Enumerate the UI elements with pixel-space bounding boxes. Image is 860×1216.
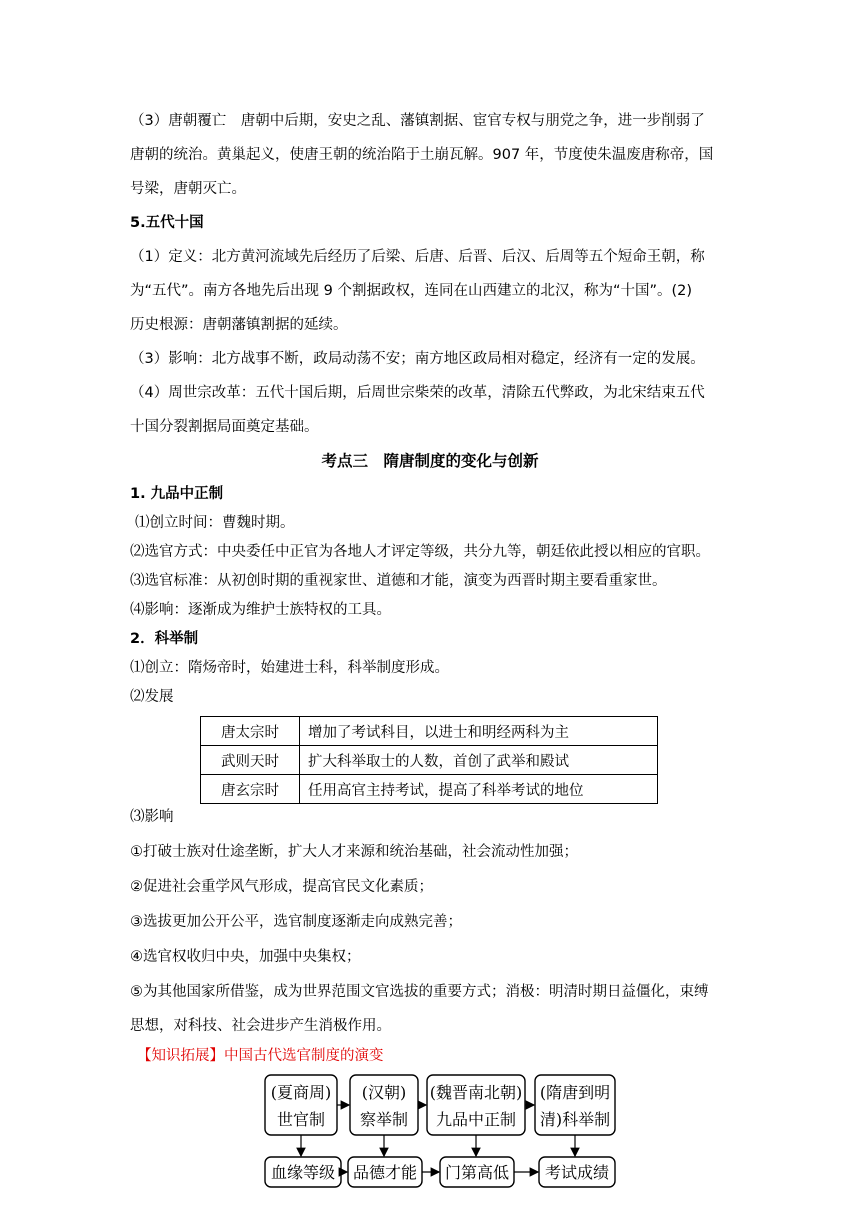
flow-box-keju xyxy=(535,1075,615,1135)
jiupin-item-3: ⑶选官标准：从初创时期的重视家世、道德和才能，演变为西晋时期主要看重家世。 xyxy=(130,573,667,589)
flow-box-keju-name: 清)科举制 xyxy=(539,1110,611,1129)
table-cell-emperor: 唐太宗时 xyxy=(201,717,300,746)
flow-box-jiupin-name: 九品中正制 xyxy=(435,1110,517,1129)
keju-effect-2: ②促进社会重学风气形成，提高官民文化素质； xyxy=(130,879,433,895)
keju-item-2: ⑵发展 xyxy=(130,689,174,705)
table-cell-desc: 扩大科举取士的人数，首创了武举和殿试 xyxy=(300,746,658,775)
flow-box-chaju-era: (汉朝) xyxy=(361,1083,407,1102)
flow-criterion-exam-label: 考试成绩 xyxy=(544,1163,610,1182)
flow-box-shiguan xyxy=(265,1075,337,1135)
keju-effect-3: ③选拔更加公开公平，选官制度逐渐走向成熟完善； xyxy=(130,914,462,930)
jiupin-heading: 1. 九品中正制 xyxy=(130,486,224,502)
wudai-reform-line-2: 十国分裂割据局面奠定基础。 xyxy=(130,419,319,435)
flow-criterion-family-label: 门第高低 xyxy=(444,1163,510,1182)
jiupin-item-1: ⑴创立时间：曹魏时期。 xyxy=(135,515,295,531)
flow-box-jiupin-era: (魏晋南北朝) xyxy=(429,1083,523,1102)
keju-item-1: ⑴创立：隋炀帝时，始建进士科，科举制度形成。 xyxy=(130,660,449,676)
table-row xyxy=(201,775,658,804)
keju-effect-5: ⑤为其他国家所借鉴，成为世界范围文官选拔的重要方式；消极：明清时期日益僵化，束缚 xyxy=(130,984,709,1000)
keju-effect-4: ④选官权收归中央，加强中央集权； xyxy=(130,949,361,965)
tang-fall-line-3: 号梁，唐朝灭亡。 xyxy=(130,181,246,197)
table-cell-desc: 任用高官主持考试，提高了科举考试的地位 xyxy=(300,775,658,804)
keju-effect-5-cont: 思想，对科技、社会进步产生消极作用。 xyxy=(130,1018,391,1034)
flow-box-chaju-name: 察举制 xyxy=(359,1110,409,1129)
wudai-definition-line-2: 为“五代”。南方各地先后出现 9 个割据政权，连同在山西建立的北汉，称为“十国”。(2) xyxy=(130,283,693,299)
flow-criterion-virtue-label: 品德才能 xyxy=(352,1163,418,1182)
jiupin-item-4: ⑷影响：逐渐成为维护士族特权的工具。 xyxy=(130,602,391,618)
flow-box-chaju xyxy=(350,1075,418,1135)
flow-criterion-bloodline-label: 血缘等级 xyxy=(270,1163,336,1182)
wudai-definition-line-3: 历史根源：唐朝藩镇割据的延续。 xyxy=(130,317,348,333)
wudai-reform-line-1: （4）周世宗改革：五代十国后期，后周世宗柴荣的改革，清除五代弊政，为北宋结束五代 xyxy=(130,385,705,401)
flow-box-shiguan-name: 世官制 xyxy=(276,1110,326,1129)
knowledge-extension-label: 【知识拓展】中国古代选官制度的演变 xyxy=(137,1048,384,1064)
section-title: 考点三 隋唐制度的变化与创新 xyxy=(321,452,539,470)
keju-development-table xyxy=(200,716,658,804)
table-cell-emperor: 武则天时 xyxy=(201,746,300,775)
flow-criterion-virtue xyxy=(348,1157,422,1187)
wudai-definition-line-1: （1）定义：北方黄河流域先后经历了后梁、后唐、后晋、后汉、后周等五个短命王朝，称 xyxy=(130,249,705,265)
wudai-effect: （3）影响：北方战事不断，政局动荡不安；南方地区政局相对稳定，经济有一定的发展。 xyxy=(130,351,705,367)
flow-criterion-family xyxy=(440,1157,514,1187)
table-cell-emperor: 唐玄宗时 xyxy=(201,775,300,804)
jiupin-item-2: ⑵选官方式：中央委任中正官为各地人才评定等级，共分九等，朝廷依此授以相应的官职。 xyxy=(130,544,710,560)
wudai-heading: 5.五代十国 xyxy=(130,215,204,231)
selection-system-flowchart xyxy=(250,1070,630,1200)
tang-fall-line-2: 唐朝的统治。黄巢起义，使唐王朝的统治陷于土崩瓦解。907 年，节度使朱温废唐称帝，国 xyxy=(130,147,714,163)
flow-box-jiupin xyxy=(427,1075,525,1135)
keju-effect-1: ①打破士族对仕途垄断，扩大人才来源和统治基础，社会流动性加强； xyxy=(130,844,578,860)
keju-item-3: ⑶影响 xyxy=(130,809,174,825)
table-cell-desc: 增加了考试科目，以进士和明经两科为主 xyxy=(300,717,658,746)
flow-box-shiguan-era: (夏商周) xyxy=(270,1083,332,1102)
table-row xyxy=(201,746,658,775)
flow-criterion-exam xyxy=(539,1157,615,1187)
table-row xyxy=(201,717,658,746)
tang-fall-line-1: （3）唐朝覆亡 唐朝中后期，安史之乱、藩镇割据、宦官专权与朋党之争，进一步削弱了 xyxy=(130,113,705,129)
keju-heading: 2．科举制 xyxy=(130,631,199,647)
flow-box-keju-era: (隋唐到明 xyxy=(539,1083,611,1102)
flow-criterion-bloodline xyxy=(265,1157,341,1187)
